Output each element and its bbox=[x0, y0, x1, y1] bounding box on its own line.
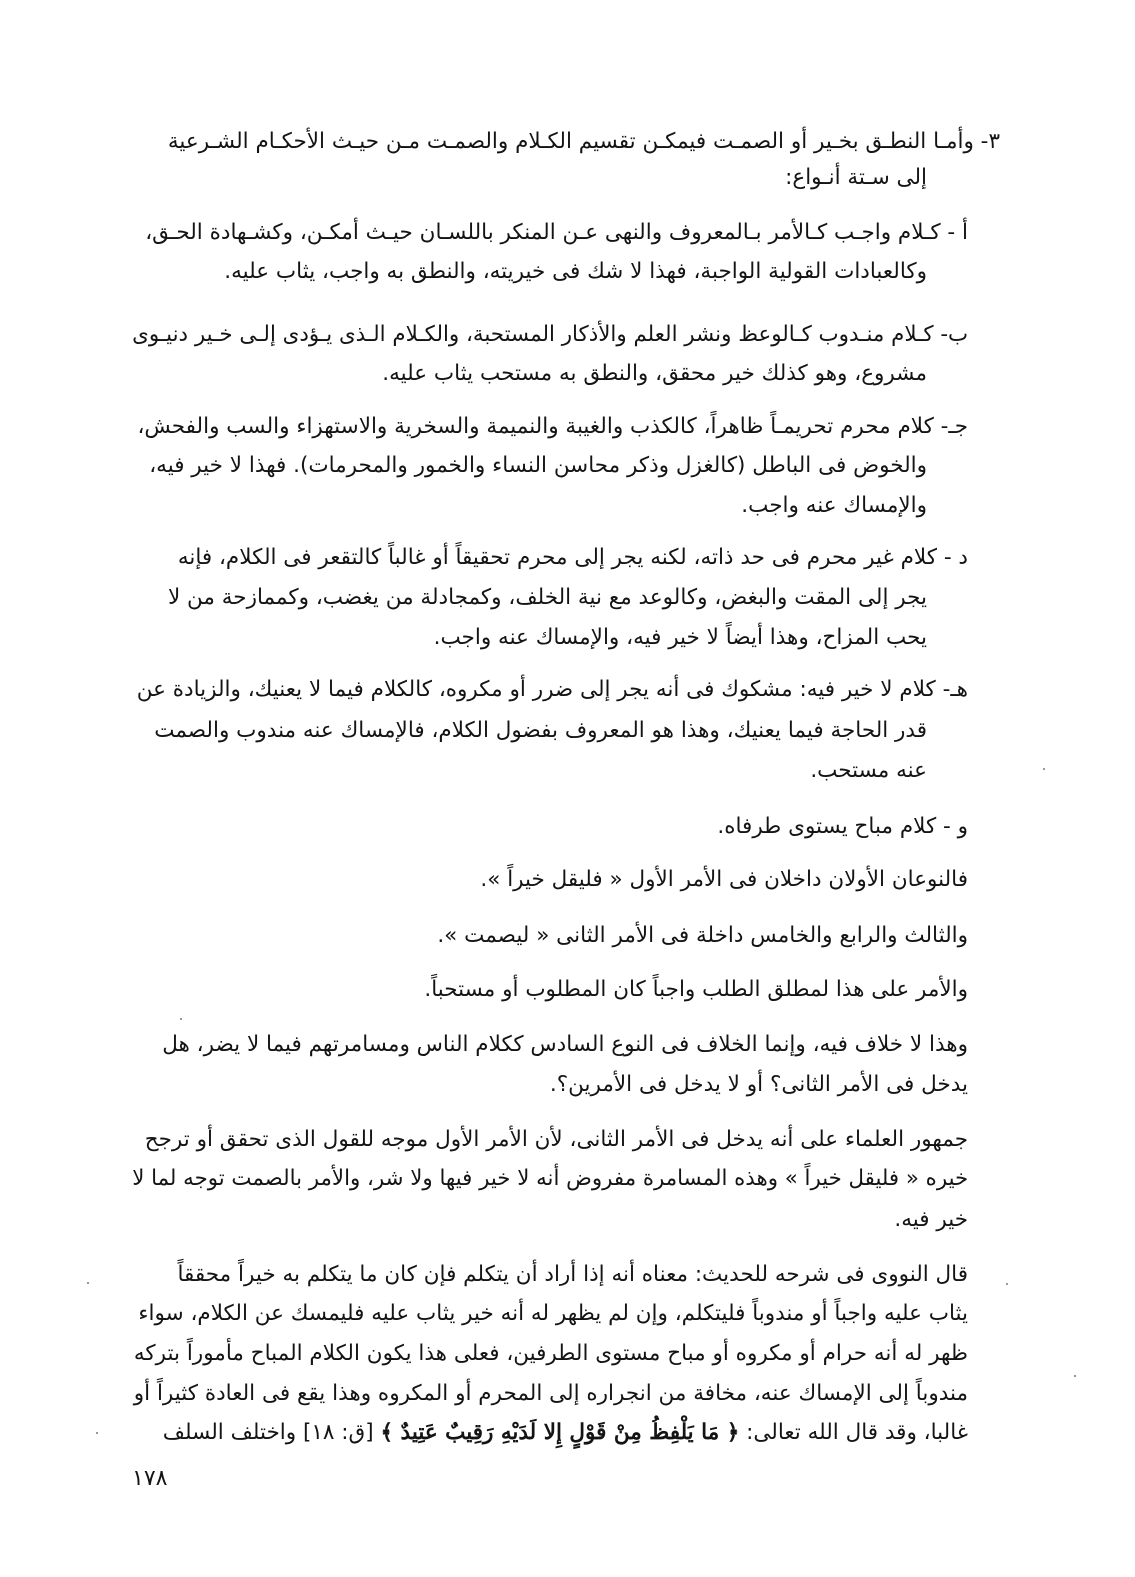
text-line: إلى سـتة أنـواع: bbox=[785, 165, 927, 190]
text-segment: غالبا، وقد قال الله تعالى: bbox=[739, 1420, 968, 1445]
text-line: مندوباً إلى الإمساك عنه، مخافة من انجراره إلى المحرم أو المكروه وهذا يقع فى العادة كثيراً أو bbox=[133, 1381, 968, 1406]
scan-speck bbox=[96, 1432, 98, 1434]
scan-speck bbox=[180, 1018, 182, 1020]
text-line: جـ- كلام محرم تحريمـاً ظاهراً، كالكذب والغيبة والنميمة والسخرية والاستهزاء والسب والفحش، bbox=[137, 414, 968, 439]
text-line: وكالعبادات القولية الواجبة، فهذا لا شك فى خيريته، والنطق به واجب، يثاب عليه. bbox=[224, 259, 927, 284]
text-line: يدخل فى الأمر الثانى؟ أو لا يدخل فى الأمرين؟. bbox=[549, 1072, 968, 1097]
quran-verse: ﴿ مَا يَلْفِظُ مِنْ قَوْلٍ إِلا لَدَيْهِ رَقِيبٌ عَتِيدٌ ﴾ bbox=[380, 1420, 740, 1445]
text-line: والأمر على هذا لمطلق الطلب واجباً كان المطلوب أو مستحباً. bbox=[424, 977, 968, 1002]
scan-speck bbox=[1006, 1283, 1008, 1285]
page-number: ١٧٨ bbox=[132, 1466, 168, 1491]
text-line: و - كلام مباح يستوى طرفاه. bbox=[717, 814, 968, 839]
text-line: يثاب عليه واجباً أو مندوباً فليتكلم، وإن لم يظهر له أنه خير يثاب عليه فليمسك عن الكلام، سواء bbox=[138, 1301, 968, 1326]
text-line: د - كلام غير محرم فى حد ذاته، لكنه يجر إلى محرم تحقيقاً أو غالباً كالتقعر فى الكلام، فإنه bbox=[177, 545, 968, 570]
scan-speck bbox=[1043, 768, 1045, 770]
text-line: والثالث والرابع والخامس داخلة فى الأمر الثانى « ليصمت ». bbox=[437, 923, 968, 948]
text-line: قال النووى فى شرحه للحديث: معناه أنه إذا أراد أن يتكلم فإن كان ما يتكلم به خيراً محققاً bbox=[177, 1262, 968, 1287]
text-line: عنه مستحب. bbox=[810, 758, 927, 783]
text-line: ب- كـلام منـدوب كـالوعظ ونشر العلم والأذكار المستحبة، والكـلام الـذى يـؤدى إلـى خـير دنيـوى bbox=[131, 322, 968, 347]
text-line: والخوض فى الباطل (كالغزل وذكر محاسن النساء والخمور والمحرمات). فهذا لا خير فيه، bbox=[149, 453, 927, 478]
text-segment: [ق: ١٨] واختلف السلف bbox=[162, 1420, 374, 1445]
text-line: قدر الحاجة فيما يعنيك، وهذا هو المعروف بفضول الكلام، فالإمساك عنه مندوب والصمت bbox=[154, 718, 927, 743]
text-line: هـ- كلام لا خير فيه: مشكوك فى أنه يجر إلى ضرر أو مكروه، كالكلام فيما لا يعنيك، والزيادة عن bbox=[136, 677, 968, 702]
text-line: والإمساك عنه واجب. bbox=[741, 493, 927, 518]
text-line: يجر إلى المقت والبغض، وكالوعد مع نية الخلف، وكمجادلة من يغضب، وكممازحة من لا bbox=[167, 585, 927, 610]
text-line: خيره « فليقل خيراً » وهذه المسامرة مفروض أنه لا خير فيها ولا شر، والأمر بالصمت توجه لما لا bbox=[132, 1166, 968, 1191]
text-line-quran bbox=[163, 1418, 968, 1448]
text-line: فالنوعان الأولان داخلان فى الأمر الأول « فليقل خيراً ». bbox=[480, 867, 968, 892]
text-line: مشروع، وهو كذلك خير محقق، والنطق به مستحب يثاب عليه. bbox=[382, 361, 927, 386]
text-line: وهذا لا خلاف فيه، وإنما الخلاف فى النوع السادس ككلام الناس ومسامرتهم فيما لا يضر، هل bbox=[162, 1032, 968, 1057]
scan-speck bbox=[1074, 1375, 1076, 1377]
text-line: جمهور العلماء على أنه يدخل فى الأمر الثانى، لأن الأمر الأول موجه للقول الذى تحقق أو ترجح bbox=[144, 1127, 968, 1152]
text-line: أ - كـلام واجـب كـالأمر بـالمعروف والنهى عـن المنكر باللسـان حيـث أمكـن، وكشـهادة الحـق، bbox=[145, 220, 968, 245]
text-line: ظهر له أنه حرام أو مكروه أو مباح مستوى الطرفين، فعلى هذا يكون الكلام المباح مأموراً بتركه bbox=[133, 1341, 968, 1366]
text-line: خير فيه. bbox=[894, 1207, 968, 1232]
scan-speck bbox=[87, 1282, 89, 1284]
text-line: ٣- وأمـا النطـق بخـير أو الصمـت فيمكـن تقسيم الكـلام والصمـت مـن حيـث الأحكـام الشـرعية bbox=[167, 129, 1000, 154]
text-line: يحب المزاح، وهذا أيضاً لا خير فيه، والإمساك عنه واجب. bbox=[433, 625, 927, 650]
